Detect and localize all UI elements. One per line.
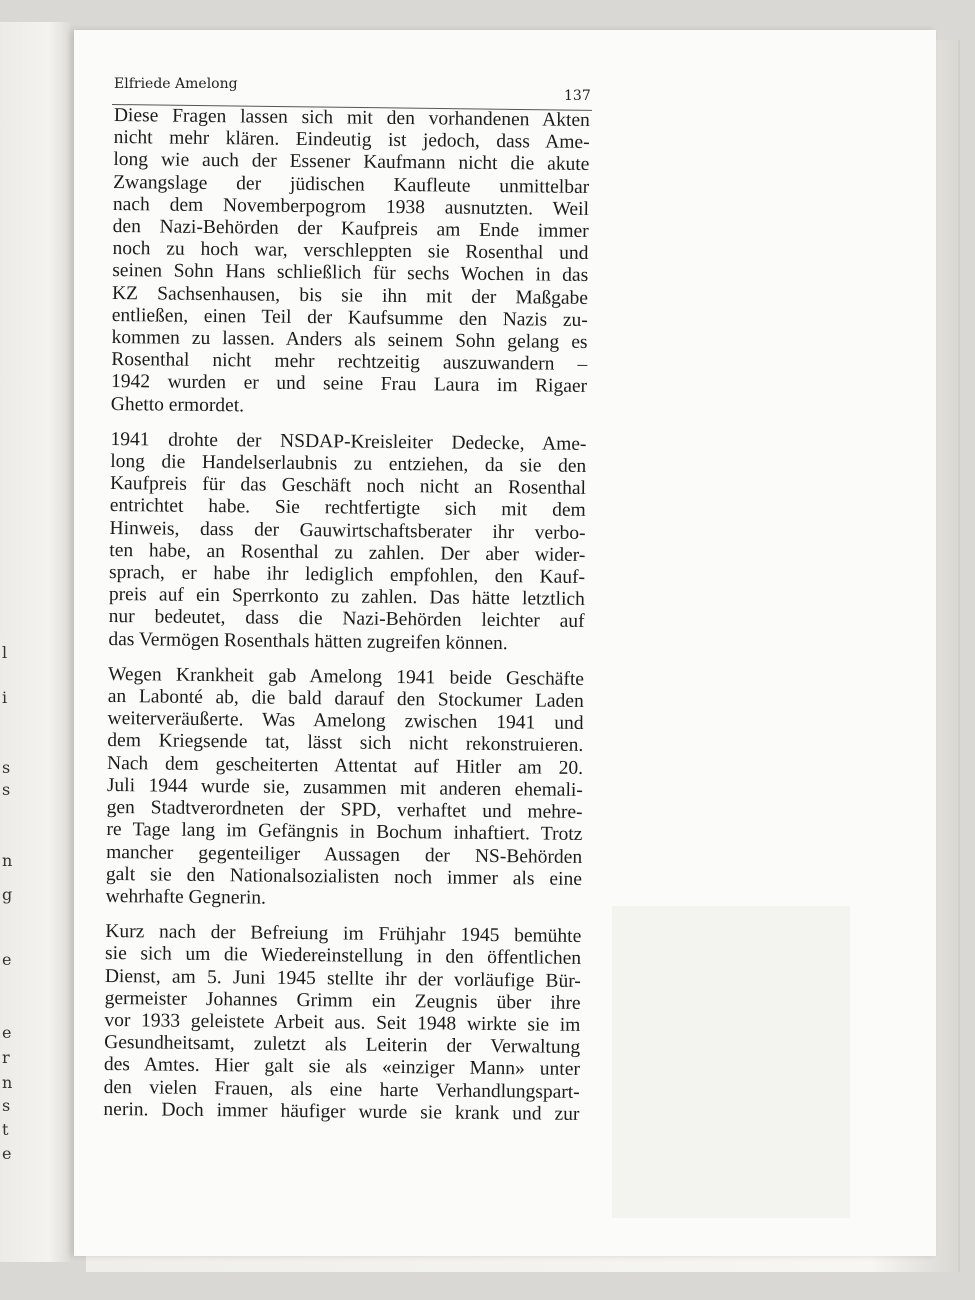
text-line: Zwangslage der jüdischen Kaufleute unmittelbar <box>113 171 590 198</box>
text-line: re Tage lang im Gefängnis in Bochum inhaftiert. Trotz <box>106 819 583 846</box>
left-page-text-fragment: r <box>2 1048 10 1067</box>
text-line: noch zu hoch war, verschleppten sie Rosenthal und <box>112 238 589 265</box>
paragraph <box>106 664 585 913</box>
text-line: long die Handelserlaubnis zu entziehen, da sie den <box>110 451 587 478</box>
text-line: Wegen Krankheit gab Amelong 1941 beide Geschäfte <box>107 663 585 690</box>
text-line: dem Kriegsende tat, lässt sich nicht rekonstruieren. <box>107 730 584 757</box>
text-line: wehrhafte Gegnerin. <box>105 885 267 909</box>
left-page-text-fragment: s <box>2 1096 11 1115</box>
paragraph <box>111 105 590 421</box>
left-page-text-fragment: g <box>2 885 13 904</box>
text-line: nur bedeutet, dass die Nazi-Behörden leichter auf <box>108 606 585 633</box>
text-line: den vielen Frauen, als eine harte Verhandlungspart- <box>103 1076 580 1103</box>
left-page-text-fragment: i <box>2 688 8 707</box>
left-page-text-fragment: e <box>2 1144 12 1163</box>
text-line: sprach, er habe ihr lediglich empfohlen, den Kauf- <box>108 562 586 589</box>
text-line: mancher gegenteiliger Aussagen der NS-Behörden <box>106 841 583 868</box>
text-line: Dienst, am 5. Juni 1945 stellte ihr der vorläufige Bür- <box>104 965 581 992</box>
left-page-text-fragment: n <box>2 1073 13 1092</box>
text-line: 1942 wurden er und seine Frau Laura im Rigaer <box>110 371 588 398</box>
text-line: nerin. Doch immer häufiger wurde sie krank und zur <box>103 1098 580 1125</box>
text-line: galt sie den Nationalsozialisten noch immer als eine <box>105 863 583 890</box>
text-line: gen Stadtverordneten der SPD, verhaftet und mehre- <box>106 797 583 824</box>
text-line: weiterveräußerte. Was Amelong zwischen 1941 und <box>107 708 584 735</box>
text-line: Gesundheitsamt, zuletzt als Leiterin der Verwaltung <box>104 1032 581 1059</box>
text-line: kommen zu lassen. Anders als seinem Sohn gelang es <box>111 327 588 354</box>
text-line: KZ Sachsenhausen, bis sie ihn mit der Maßgabe <box>111 282 589 309</box>
body-text <box>103 105 590 1139</box>
left-page-text-fragment: s <box>2 758 11 777</box>
text-line: Juli 1944 wurde sie, zusammen mit anderen ehemali- <box>106 774 583 801</box>
text-line: entrichtet habe. Sie rechtfertigte sich mit dem <box>109 495 586 522</box>
text-line: entließen, einen Teil der Kaufsumme den Nazis zu- <box>111 304 588 331</box>
text-line: seinen Sohn Hans schließlich für sechs Wochen in das <box>112 260 589 287</box>
text-line: Nach dem gescheiterten Attentat auf Hitler am 20. <box>106 752 584 779</box>
text-line: das Vermögen Rosenthals hätten zugreifen können. <box>108 628 508 654</box>
text-line: 1941 drohte der NSDAP-Kreisleiter Dedecke, Ame- <box>110 428 587 455</box>
text-line: Hinweis, dass der Gauwirtschaftsberater ihr verbo- <box>109 517 586 544</box>
text-line: des Amtes. Hier galt sie als «einziger Mann» unter <box>103 1054 581 1081</box>
book-page <box>74 30 936 1256</box>
left-page-text-fragment: t <box>2 1120 9 1139</box>
text-line: Diese Fragen lassen sich mit den vorhandenen Akten <box>113 105 590 131</box>
text-line: germeister Johannes Grimm ein Zeugnis über ihre <box>104 987 581 1014</box>
left-page-text-fragment: e <box>2 1023 12 1042</box>
running-head-author: Elfriede Amelong <box>114 76 238 92</box>
paragraph <box>108 429 586 656</box>
left-page-text-fragment: s <box>2 780 11 799</box>
text-line: Rosenthal nicht mehr rechtzeitig auszuwandern – <box>111 349 588 376</box>
previous-page-edge <box>0 22 70 1262</box>
text-line: an Labonté ab, die bald darauf den Stockumer Laden <box>107 686 584 713</box>
paragraph <box>103 921 581 1126</box>
text-line: den Nazi-Behörden der Kaufpreis am Ende immer <box>112 216 589 242</box>
text-line: preis auf ein Sperrkonto zu zahlen. Das hätte letztlich <box>108 584 585 611</box>
text-line: nicht mehr klären. Eindeutig ist jedoch, dass Ame- <box>113 127 590 154</box>
text-line: Kaufpreis für das Geschäft noch nicht an Rosenthal <box>109 473 587 500</box>
text-line: sie sich um die Wiedereinstellung in den öffentlichen <box>105 943 582 970</box>
left-page-text-fragment: e <box>2 950 12 969</box>
left-page-text-fragment: n <box>2 851 13 870</box>
text-line: ten habe, an Rosenthal zu zahlen. Der aber wider- <box>109 539 586 566</box>
text-line: Ghetto ermordet. <box>110 393 245 417</box>
text-line: Kurz nach der Befreiung im Frühjahr 1945 bemühte <box>105 921 582 948</box>
text-line: nach dem Novemberpogrom 1938 ausnutzten. Weil <box>112 193 590 220</box>
page-number: 137 <box>564 88 591 104</box>
show-through-shadow <box>612 906 850 1218</box>
text-line: long wie auch der Essener Kaufmann nicht die akute <box>113 149 590 176</box>
text-line: vor 1933 geleistete Arbeit aus. Seit 1948 wirkte sie im <box>104 1009 581 1036</box>
left-page-text-fragment: l <box>2 643 8 662</box>
